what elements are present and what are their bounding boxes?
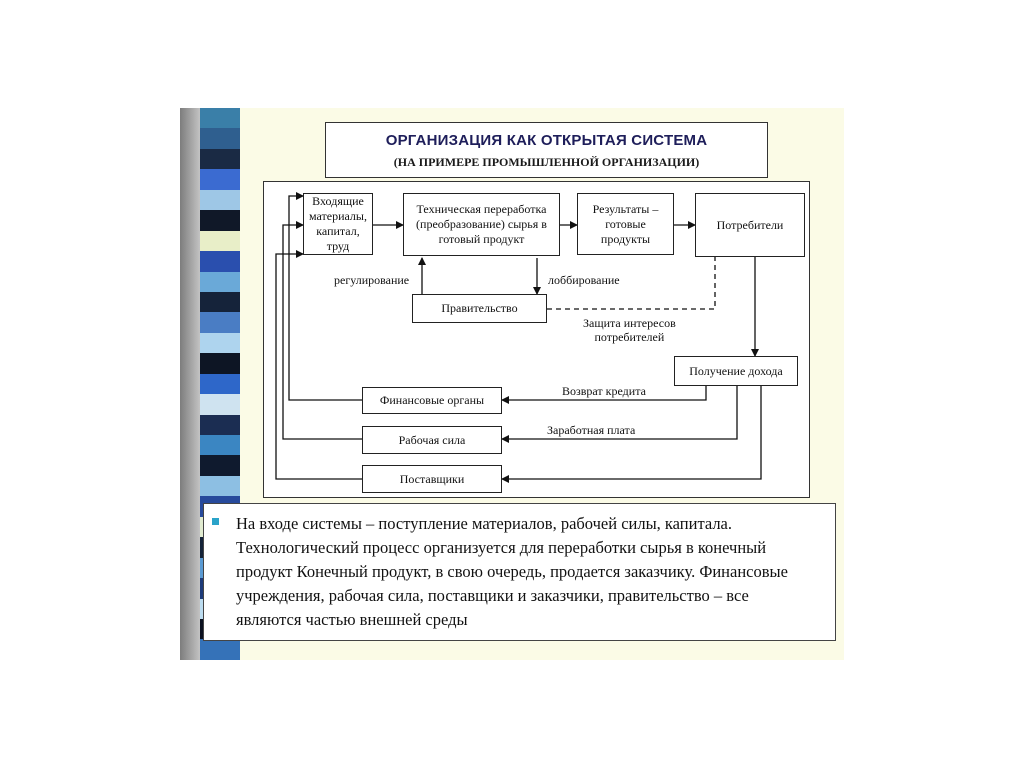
- stripe: [200, 292, 240, 312]
- stripe: [200, 639, 240, 659]
- diagram-panel: [263, 181, 810, 498]
- stripe: [200, 251, 240, 271]
- page-title: ОРГАНИЗАЦИЯ КАК ОТКРЫТАЯ СИСТЕМА: [385, 132, 708, 149]
- page-subtitle: (НА ПРИМЕРЕ ПРОМЫШЛЕННОЙ ОРГАНИЗАЦИИ): [393, 155, 700, 169]
- bullet-icon: [212, 518, 219, 525]
- stripe: [200, 231, 240, 251]
- line-labor-inputs: [283, 225, 362, 439]
- node-suppliers: Поставщики: [362, 465, 502, 493]
- label-lobbying: лоббирование: [548, 273, 620, 287]
- node-results: Результаты – готовые продукты: [577, 193, 674, 255]
- stripe: [200, 374, 240, 394]
- node-consumers: Потребители: [695, 193, 805, 257]
- stripe: [200, 190, 240, 210]
- stripe: [200, 210, 240, 230]
- node-government: Правительство: [412, 294, 547, 323]
- label-regulation: регулирование: [334, 273, 410, 287]
- stripe: [200, 169, 240, 189]
- stripe: [200, 312, 240, 332]
- node-inputs: Входящие материалы, капитал, труд: [303, 193, 373, 255]
- note-text: На входе системы – поступление материалов, рабочей силы, капитала. Технологический процесс организуется для переработки сырья в конечный продукт Конечный продукт, в свою очередь, продается заказчику. Финансовые учреждения, рабочая сила, поставщики и заказчики, правительство – все являются частью внешней среды: [236, 514, 788, 629]
- stripe: [200, 333, 240, 353]
- node-income: Получение дохода: [674, 356, 798, 386]
- stripe: [200, 415, 240, 435]
- label-wages: Заработная плата: [547, 423, 636, 437]
- node-processing: Техническая переработка (преобразование) сырья в готовый продукт: [403, 193, 560, 256]
- note-box: [203, 503, 836, 641]
- node-labor: Рабочая сила: [362, 426, 502, 454]
- stripe: [200, 149, 240, 169]
- label-consumer-protection: Защита интересов потребителей: [583, 316, 676, 344]
- stripe: [200, 394, 240, 414]
- node-finance: Финансовые органы: [362, 387, 502, 414]
- title-box: [325, 122, 768, 178]
- label-credit-return: Возврат кредита: [562, 384, 646, 398]
- stripe: [200, 353, 240, 373]
- stripe: [200, 455, 240, 475]
- stripe: [200, 435, 240, 455]
- stripe: [200, 476, 240, 496]
- stripe: [200, 108, 240, 128]
- stripe: [200, 128, 240, 148]
- stripe: [200, 272, 240, 292]
